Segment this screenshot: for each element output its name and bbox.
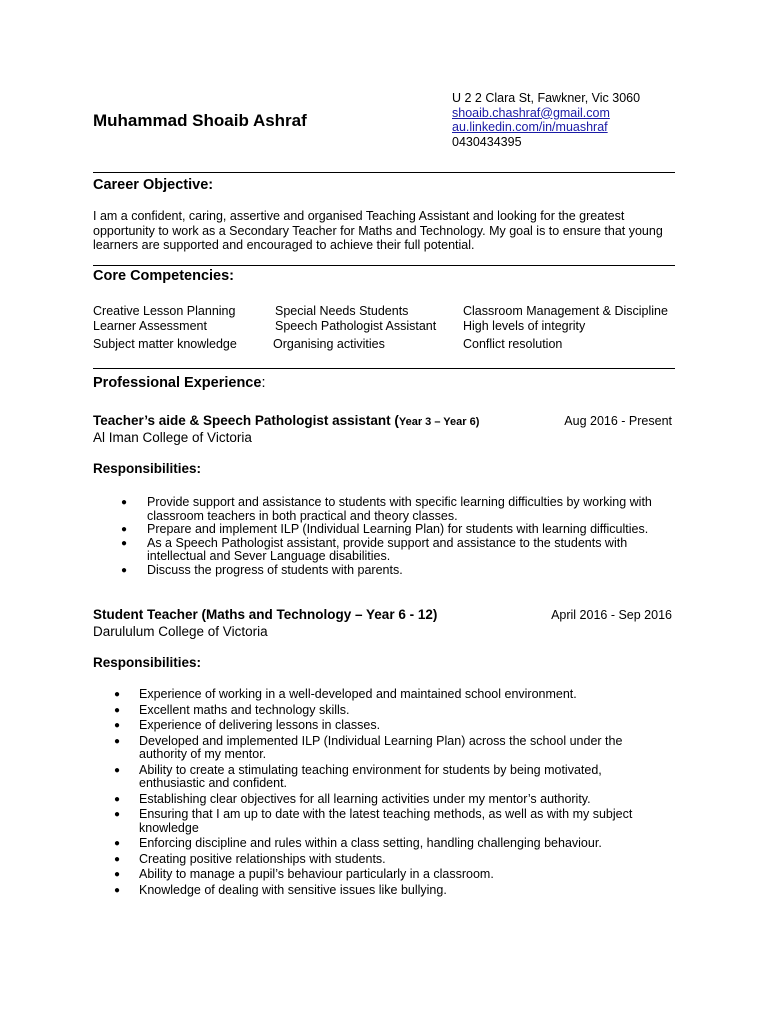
list-item xyxy=(114,808,654,835)
list-item xyxy=(121,523,681,537)
bullet-icon: ● xyxy=(114,853,121,865)
list-item-text: Knowledge of dealing with sensitive issues like bullying. xyxy=(139,882,447,897)
competency-item: Special Needs Students xyxy=(275,304,409,318)
bullet-icon: ● xyxy=(114,720,121,731)
list-item-text: Ability to create a stimulating teaching environment for students by being motivated, enthusiastic and confident. xyxy=(139,762,602,790)
divider xyxy=(93,265,675,266)
divider xyxy=(93,368,675,369)
list-item-text: Prepare and implement ILP (Individual Learning Plan) for students with learning difficulties. xyxy=(147,522,649,536)
phone-number: 0430434395 xyxy=(452,134,522,149)
responsibilities-heading: Responsibilities: xyxy=(93,655,202,670)
job-title xyxy=(93,413,479,428)
bullet-icon: ● xyxy=(114,735,121,747)
competency-item: Conflict resolution xyxy=(463,337,563,351)
list-item xyxy=(114,704,654,718)
bullet-icon: ● xyxy=(121,497,128,508)
linkedin-link[interactable]: au.linkedin.com/in/muashraf xyxy=(452,120,608,134)
responsibilities-heading: Responsibilities: xyxy=(93,461,202,476)
list-item-text: Excellent maths and technology skills. xyxy=(139,702,350,717)
bullet-icon: ● xyxy=(114,869,121,880)
competency-item: Subject matter knowledge xyxy=(93,337,237,351)
bullet-icon: ● xyxy=(114,838,121,849)
list-item-text: Experience of delivering lessons in classes. xyxy=(139,718,381,732)
list-item-text: Discuss the progress of students with parents. xyxy=(147,562,403,577)
address: U 2 2 Clara St, Fawkner, Vic 3060 xyxy=(452,91,641,105)
bullet-icon: ● xyxy=(114,764,121,776)
list-item xyxy=(114,837,654,851)
heading-colon: : xyxy=(261,375,266,391)
list-item xyxy=(121,564,681,578)
list-item xyxy=(114,868,654,882)
career-objective-text: I am a confident, caring, assertive and organised Teaching Assistant and looking for the greatest opportunity to work as a Secondary Teacher for Maths and Technology. My goal is to ensure that young learners are supported and encouraged to achieve their full potential. xyxy=(93,209,663,252)
list-item-text: Developed and implemented ILP (Individual Learning Plan) across the school under the authority of my mentor. xyxy=(139,733,623,761)
bullet-icon: ● xyxy=(114,884,121,896)
professional-experience-heading-text: Professional Experience xyxy=(93,375,262,391)
list-item-text: As a Speech Pathologist assistant, provide support and assistance to the students with intellectual and Sever Language disabilities. xyxy=(147,535,628,563)
contact-block xyxy=(452,91,640,149)
list-item xyxy=(114,688,654,702)
list-item xyxy=(114,884,654,898)
career-objective-heading: Career Objective: xyxy=(93,177,214,193)
competency-item: Speech Pathologist Assistant xyxy=(275,319,437,333)
bullet-icon: ● xyxy=(114,793,121,805)
bullet-icon: ● xyxy=(114,689,121,700)
list-item-text: Creating positive relationships with students. xyxy=(139,851,386,866)
competency-item: Organising activities xyxy=(273,337,385,351)
competency-item: Classroom Management & Discipline xyxy=(463,304,668,318)
responsibilities-list xyxy=(114,688,654,899)
email-link[interactable]: shoaib.chashraf@gmail.com xyxy=(452,105,610,120)
job-title-years: Year 3 – Year 6) xyxy=(398,416,480,428)
professional-experience-heading xyxy=(93,375,265,391)
bullet-icon: ● xyxy=(114,704,121,716)
bullet-icon: ● xyxy=(114,809,121,820)
competency-item: High levels of integrity xyxy=(463,319,586,333)
job-dates: April 2016 - Sep 2016 xyxy=(551,608,672,622)
list-item xyxy=(121,496,681,523)
bullet-icon: ● xyxy=(121,537,128,549)
job-title-text: Teacher’s aide & Speech Pathologist assistant ( xyxy=(93,413,399,428)
list-item-text: Ensuring that I am up to date with the latest teaching methods, as well as with my subject knowledge xyxy=(139,807,633,835)
core-competencies-heading: Core Competencies: xyxy=(93,268,235,284)
candidate-name: Muhammad Shoaib Ashraf xyxy=(93,111,307,130)
list-item-text: Ability to manage a pupil’s behaviour particularly in a classroom. xyxy=(139,867,494,881)
list-item xyxy=(114,735,654,762)
list-item xyxy=(114,764,654,791)
divider xyxy=(93,172,675,173)
list-item-text: Experience of working in a well-developed and maintained school environment. xyxy=(139,687,577,701)
competency-item: Learner Assessment xyxy=(93,319,207,333)
list-item xyxy=(114,719,654,733)
bullet-icon: ● xyxy=(121,524,128,535)
job-title: Student Teacher (Maths and Technology – Year 6 - 12) xyxy=(93,607,438,622)
list-item-text: Establishing clear objectives for all learning activities under my mentor’s authority. xyxy=(139,791,591,806)
list-item xyxy=(114,793,654,807)
job-organisation: Darululum College of Victoria xyxy=(93,624,268,639)
bullet-icon: ● xyxy=(121,564,128,576)
list-item-text: Enforcing discipline and rules within a class setting, handling challenging behaviour. xyxy=(139,836,602,850)
list-item-text: Provide support and assistance to students with specific learning difficulties by working with classroom teachers in both practical and theory classes. xyxy=(147,495,652,523)
list-item xyxy=(114,853,654,867)
job-dates: Aug 2016 - Present xyxy=(564,414,672,428)
job-organisation: Al Iman College of Victoria xyxy=(93,430,252,445)
list-item xyxy=(121,537,681,564)
competency-item: Creative Lesson Planning xyxy=(93,304,236,318)
responsibilities-list xyxy=(121,496,681,577)
